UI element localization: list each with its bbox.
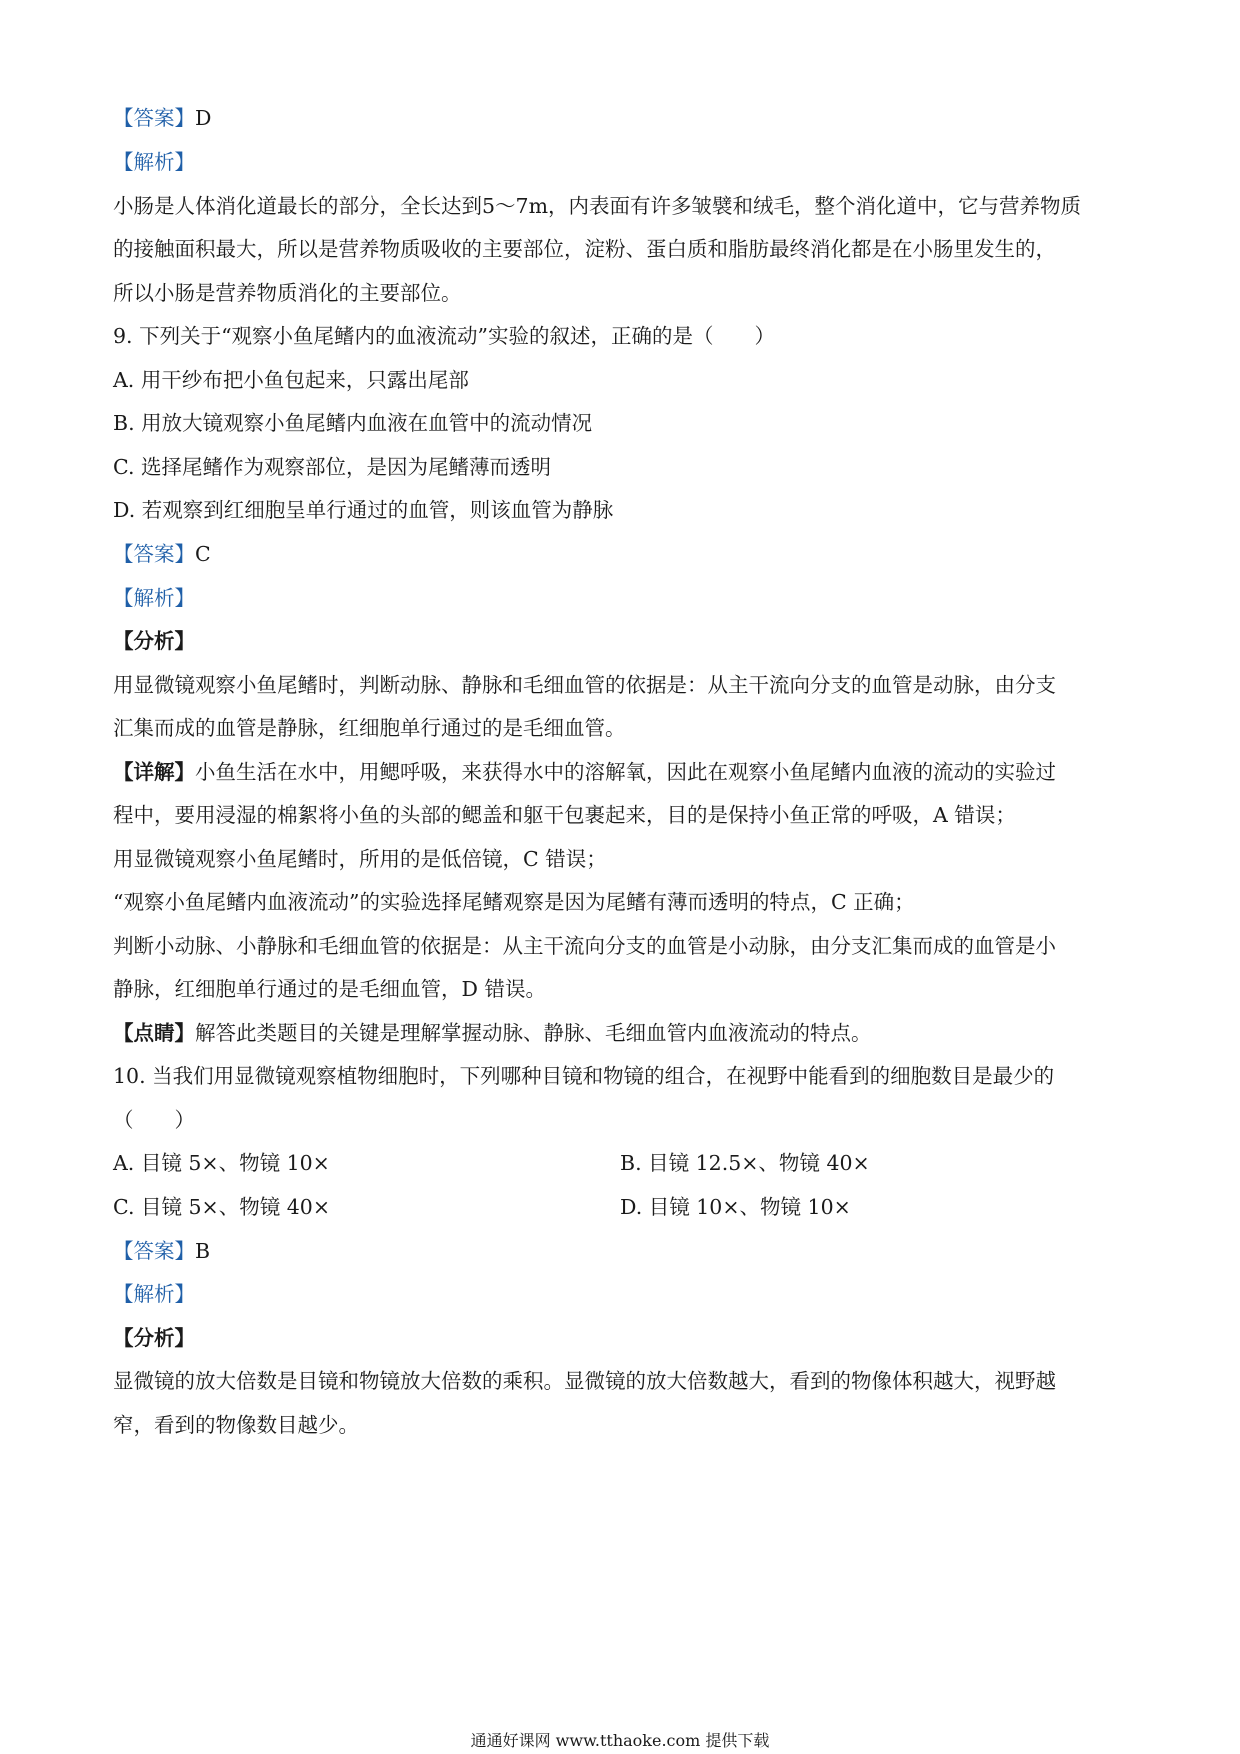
detail-text-line: 用显微镜观察小鱼尾鳍时，所用的是低倍镜，C 错误； (113, 847, 607, 871)
detail-line (113, 758, 1056, 786)
page-footer: 通通好课网 www.tthaoke.com 提供下载 (470, 1731, 770, 1750)
fenxi-tag: 【分析】 (113, 1326, 195, 1350)
fenxi-text-line: 显微镜的放大倍数是目镜和物镜放大倍数的乘积。显微镜的放大倍数越大，看到的物像体积越大，视野越 (113, 1369, 1056, 1393)
answer-value: C (195, 542, 211, 566)
answer-value: B (195, 1239, 211, 1263)
option-c: C. 目镜 5×、物镜 40× (113, 1195, 331, 1219)
analysis-text-line: 所以小肠是营养物质消化的主要部位。 (113, 281, 462, 305)
detail-text-line: 判断小动脉、小静脉和毛细血管的依据是：从主干流向分支的血管是小动脉，由分支汇集而成的血管是小 (113, 934, 1056, 958)
answer-line (113, 104, 211, 132)
detail-text-line: 静脉，红细胞单行通过的是毛细血管，D 错误。 (113, 977, 546, 1001)
detail-tag: 【详解】 (113, 760, 195, 784)
answer-tag: 【答案】 (113, 106, 195, 130)
fenxi-text-line: 汇集而成的血管是静脉，红细胞单行通过的是毛细血管。 (113, 716, 626, 740)
option-d: D. 目镜 10×、物镜 10× (620, 1195, 851, 1219)
fenxi-tag: 【分析】 (113, 629, 195, 653)
detail-text-line: 程中，要用浸湿的棉絮将小鱼的头部的鳃盖和躯干包裹起来，目的是保持小鱼正常的呼吸，A 错误； (113, 803, 1016, 827)
detail-text-line: “观察小鱼尾鳍内血液流动”的实验选择尾鳍观察是因为尾鳍有薄而透明的特点，C 正确； (113, 890, 915, 914)
answer-value: D (195, 106, 212, 130)
analysis-text-line: 小肠是人体消化道最长的部分，全长达到5～7m，内表面有许多皱襞和绒毛，整个消化道中，它与营养物质 (113, 194, 1082, 218)
analysis-text-line: 的接触面积最大，所以是营养物质吸收的主要部位，淀粉、蛋白质和脂肪最终消化都是在小肠里发生的， (113, 237, 1056, 261)
answer-tag: 【答案】 (113, 1239, 195, 1263)
option-a: A. 目镜 5×、物镜 10× (113, 1151, 330, 1175)
detail-text: 小鱼生活在水中，用鳃呼吸，来获得水中的溶解氧，因此在观察小鱼尾鳍内血液的流动的实验过 (195, 760, 1056, 784)
analysis-tag: 【解析】 (113, 150, 195, 174)
analysis-tag: 【解析】 (113, 586, 195, 610)
fenxi-text-line: 窄，看到的物像数目越少。 (113, 1413, 359, 1437)
answer-line (113, 1237, 210, 1265)
dianjing-line (113, 1019, 872, 1047)
answer-tag: 【答案】 (113, 542, 195, 566)
option-b: B. 用放大镜观察小鱼尾鳍内血液在血管中的流动情况 (113, 411, 593, 435)
dianjing-text: 解答此类题目的关键是理解掌握动脉、静脉、毛细血管内血液流动的特点。 (195, 1021, 872, 1045)
option-d: D. 若观察到红细胞呈单行通过的血管，则该血管为静脉 (113, 498, 614, 522)
question-9: 9. 下列关于“观察小鱼尾鳍内的血液流动”实验的叙述，正确的是（ ） (113, 324, 776, 348)
answer-line (113, 540, 211, 568)
question-10: 10. 当我们用显微镜观察植物细胞时，下列哪种目镜和物镜的组合，在视野中能看到的细胞数目是最少的 (113, 1064, 1055, 1088)
option-b: B. 目镜 12.5×、物镜 40× (620, 1151, 870, 1175)
dianjing-tag: 【点睛】 (113, 1021, 195, 1045)
option-a: A. 用干纱布把小鱼包起来，只露出尾部 (113, 368, 469, 392)
analysis-tag: 【解析】 (113, 1282, 195, 1306)
question-10-cont: （ ） (113, 1108, 195, 1132)
option-c: C. 选择尾鳍作为观察部位，是因为尾鳍薄而透明 (113, 455, 551, 479)
fenxi-text-line: 用显微镜观察小鱼尾鳍时，判断动脉、静脉和毛细血管的依据是：从主干流向分支的血管是动脉，由分支 (113, 673, 1056, 697)
